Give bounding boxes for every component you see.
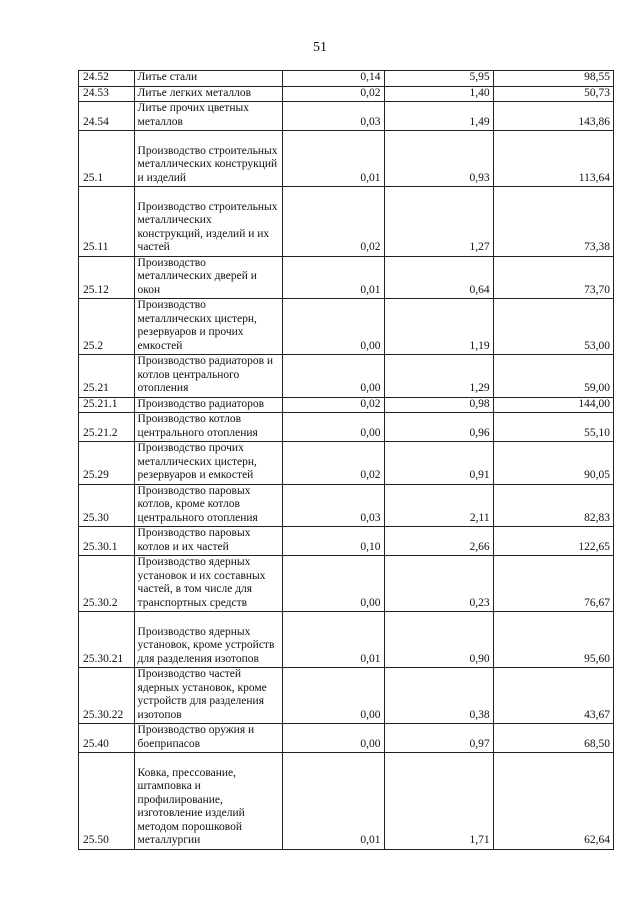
row-code: 25.1 xyxy=(79,131,135,187)
row-value-3: 122,65 xyxy=(493,527,613,556)
row-value-2: 0,93 xyxy=(384,131,493,187)
row-name: Производство металлических цистерн, резервуаров и прочих емкостей xyxy=(134,299,282,355)
row-code: 25.2 xyxy=(79,299,135,355)
row-code: 25.30.22 xyxy=(79,668,135,724)
row-value-2: 1,40 xyxy=(384,86,493,102)
row-name: Производство ядерных установок и их составных частей, в том числе для транспортных средств xyxy=(134,556,282,612)
row-value-2: 0,96 xyxy=(384,413,493,442)
table-row xyxy=(79,753,614,850)
row-value-1: 0,00 xyxy=(282,556,384,612)
row-value-2: 1,49 xyxy=(384,102,493,131)
row-name: Ковка, прессование, штамповка и профилирование, изготовление изделий методом порошковой металлургии xyxy=(134,753,282,850)
row-value-3: 90,05 xyxy=(493,442,613,485)
row-value-3: 98,55 xyxy=(493,71,613,87)
row-code: 25.12 xyxy=(79,256,135,299)
row-name: Производство радиаторов и котлов центрального отопления xyxy=(134,355,282,398)
row-name: Производство котлов центрального отопления xyxy=(134,413,282,442)
row-value-1: 0,02 xyxy=(282,187,384,257)
row-code: 25.21.2 xyxy=(79,413,135,442)
row-code: 24.54 xyxy=(79,102,135,131)
table-body xyxy=(79,71,614,850)
table-row xyxy=(79,102,614,131)
row-name: Литье прочих цветных металлов xyxy=(134,102,282,131)
row-name: Производство прочих металлических цистерн, резервуаров и емкостей xyxy=(134,442,282,485)
row-code: 25.30 xyxy=(79,484,135,527)
row-value-1: 0,01 xyxy=(282,753,384,850)
table-row xyxy=(79,724,614,753)
table-row xyxy=(79,397,614,413)
row-value-1: 0,00 xyxy=(282,413,384,442)
row-value-1: 0,02 xyxy=(282,442,384,485)
row-value-2: 1,71 xyxy=(384,753,493,850)
row-name: Литье легких металлов xyxy=(134,86,282,102)
row-code: 25.30.2 xyxy=(79,556,135,612)
row-value-3: 59,00 xyxy=(493,355,613,398)
row-name: Производство ядерных установок, кроме устройств для разделения изотопов xyxy=(134,612,282,668)
row-value-3: 53,00 xyxy=(493,299,613,355)
row-name: Производство металлических дверей и окон xyxy=(134,256,282,299)
row-value-2: 1,27 xyxy=(384,187,493,257)
table-row xyxy=(79,668,614,724)
row-value-1: 0,02 xyxy=(282,397,384,413)
table-row xyxy=(79,355,614,398)
table-row xyxy=(79,86,614,102)
table-row xyxy=(79,442,614,485)
row-value-1: 0,02 xyxy=(282,86,384,102)
row-name: Производство строительных металлических конструкций, изделий и их частей xyxy=(134,187,282,257)
row-value-1: 0,00 xyxy=(282,355,384,398)
table-row xyxy=(79,131,614,187)
table-row xyxy=(79,527,614,556)
row-name: Производство радиаторов xyxy=(134,397,282,413)
row-value-2: 5,95 xyxy=(384,71,493,87)
row-name: Производство оружия и боеприпасов xyxy=(134,724,282,753)
row-value-1: 0,10 xyxy=(282,527,384,556)
table-row xyxy=(79,71,614,87)
row-value-1: 0,00 xyxy=(282,724,384,753)
row-value-3: 62,64 xyxy=(493,753,613,850)
row-name: Литье стали xyxy=(134,71,282,87)
row-value-2: 0,97 xyxy=(384,724,493,753)
row-value-3: 113,64 xyxy=(493,131,613,187)
row-value-2: 2,66 xyxy=(384,527,493,556)
row-value-2: 0,98 xyxy=(384,397,493,413)
row-value-3: 95,60 xyxy=(493,612,613,668)
row-value-2: 0,38 xyxy=(384,668,493,724)
row-value-3: 73,70 xyxy=(493,256,613,299)
row-value-2: 1,19 xyxy=(384,299,493,355)
row-code: 25.21 xyxy=(79,355,135,398)
page-number: 51 xyxy=(313,40,327,55)
row-value-3: 43,67 xyxy=(493,668,613,724)
row-code: 24.53 xyxy=(79,86,135,102)
row-code: 25.21.1 xyxy=(79,397,135,413)
row-code: 25.30.1 xyxy=(79,527,135,556)
row-value-1: 0,00 xyxy=(282,668,384,724)
row-code: 25.40 xyxy=(79,724,135,753)
table-row xyxy=(79,187,614,257)
data-table xyxy=(78,70,614,850)
row-name: Производство паровых котлов и их частей xyxy=(134,527,282,556)
row-code: 25.30.21 xyxy=(79,612,135,668)
row-value-1: 0,01 xyxy=(282,612,384,668)
row-value-3: 82,83 xyxy=(493,484,613,527)
table-row xyxy=(79,612,614,668)
row-name: Производство строительных металлических конструкций и изделий xyxy=(134,131,282,187)
row-value-2: 0,64 xyxy=(384,256,493,299)
row-value-1: 0,14 xyxy=(282,71,384,87)
row-value-3: 50,73 xyxy=(493,86,613,102)
row-value-3: 55,10 xyxy=(493,413,613,442)
row-value-1: 0,00 xyxy=(282,299,384,355)
row-value-1: 0,01 xyxy=(282,131,384,187)
row-value-1: 0,03 xyxy=(282,484,384,527)
row-code: 25.11 xyxy=(79,187,135,257)
row-code: 24.52 xyxy=(79,71,135,87)
row-value-2: 0,90 xyxy=(384,612,493,668)
table-row xyxy=(79,256,614,299)
table-row xyxy=(79,413,614,442)
row-code: 25.29 xyxy=(79,442,135,485)
row-name: Производство паровых котлов, кроме котлов центрального отопления xyxy=(134,484,282,527)
row-value-2: 0,23 xyxy=(384,556,493,612)
row-value-3: 68,50 xyxy=(493,724,613,753)
table-row xyxy=(79,299,614,355)
row-value-3: 73,38 xyxy=(493,187,613,257)
row-value-2: 0,91 xyxy=(384,442,493,485)
row-value-2: 1,29 xyxy=(384,355,493,398)
row-value-1: 0,03 xyxy=(282,102,384,131)
row-value-1: 0,01 xyxy=(282,256,384,299)
row-value-2: 2,11 xyxy=(384,484,493,527)
table-row xyxy=(79,556,614,612)
row-value-3: 144,00 xyxy=(493,397,613,413)
row-name: Производство частей ядерных установок, кроме устройств для разделения изотопов xyxy=(134,668,282,724)
row-code: 25.50 xyxy=(79,753,135,850)
row-value-3: 76,67 xyxy=(493,556,613,612)
row-value-3: 143,86 xyxy=(493,102,613,131)
table-row xyxy=(79,484,614,527)
